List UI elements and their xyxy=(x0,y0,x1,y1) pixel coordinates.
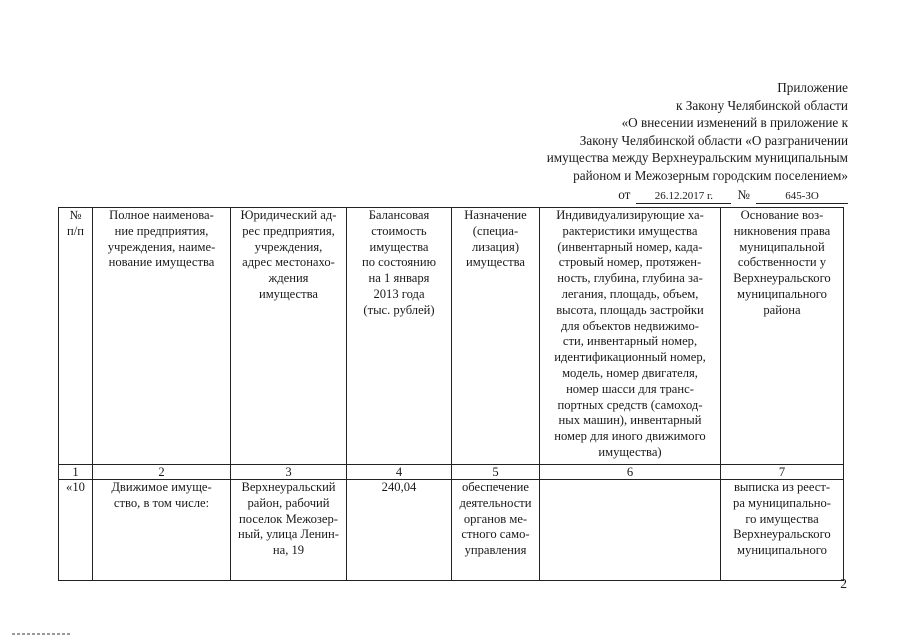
column-header-value: Балансовая стоимость имущества по состоянию на 1 января 2013 года (тыс. рублей) xyxy=(347,208,452,465)
row-balance-value: 240,04 xyxy=(347,480,452,581)
column-number: 5 xyxy=(452,465,540,480)
row-characteristics xyxy=(540,480,721,581)
law-date-number-row xyxy=(448,186,848,204)
column-number: 1 xyxy=(59,465,93,480)
row-ownership-basis: выписка из реест- ра муниципально- го имущества Верхнеуральского муниципального xyxy=(721,480,844,581)
column-number: 3 xyxy=(231,465,347,480)
column-header-purpose: Назначение (специа- лизация) имущества xyxy=(452,208,540,465)
header-line: имущества между Верхнеуральским муниципальным xyxy=(546,150,848,166)
row-purpose: обеспечение деятельности органов ме- стного само- управления xyxy=(452,480,540,581)
table-header-row xyxy=(59,208,844,465)
table-row xyxy=(59,480,844,581)
column-number: 7 xyxy=(721,465,844,480)
row-address: Верхнеуральский район, рабочий поселок Межозер- ный, улица Ленин- на, 19 xyxy=(231,480,347,581)
scan-artifact xyxy=(12,633,72,635)
header-line: районом и Межозерным городским поселением» xyxy=(573,167,848,183)
column-header-characteristics: Индивидуализирующие ха- рактеристики имущества (инвентарный номер, када- стровый номер, протяжен- ность, глубина, глубина за- легания, площадь, объем, высота, площадь застройки для объектов недвижимо- сти, инвентарный номер, идентификационный номер, модель, номер двигателя, номер шасси для транс- портных средств (самоход- ных машин), инвентарный номер для иного движимого имущества) xyxy=(540,208,721,465)
header-line: Закону Челябинской области «О разграничении xyxy=(579,132,848,148)
law-number: 645-ЗО xyxy=(756,190,848,204)
column-number: 2 xyxy=(93,465,231,480)
page-number: 2 xyxy=(840,576,847,591)
column-number: 6 xyxy=(540,465,721,480)
header-line: Приложение xyxy=(777,80,848,95)
date-prefix: от xyxy=(618,186,631,202)
column-header-basis: Основание воз- никновения права муниципальной собственности у Верхнеуральского муниципального района xyxy=(721,208,844,465)
law-date: 26.12.2017 г. xyxy=(636,190,731,204)
number-prefix: № xyxy=(737,186,750,202)
column-number: 4 xyxy=(347,465,452,480)
property-table xyxy=(58,207,844,581)
header-line: к Закону Челябинской области xyxy=(676,97,848,113)
row-number: «10 xyxy=(59,480,93,581)
column-header-address: Юридический ад- рес предприятия, учреждения, адрес местонахо- ждения имущества xyxy=(231,208,347,465)
column-header-number: № п/п xyxy=(59,208,93,465)
row-property-name: Движимое имуще- ство, в том числе: xyxy=(93,480,231,581)
column-header-name: Полное наименова- ние предприятия, учреждения, наиме- нование имущества xyxy=(93,208,231,465)
header-line: «О внесении изменений в приложение к xyxy=(621,115,848,131)
document-header xyxy=(448,79,848,204)
column-number-row xyxy=(59,465,844,480)
